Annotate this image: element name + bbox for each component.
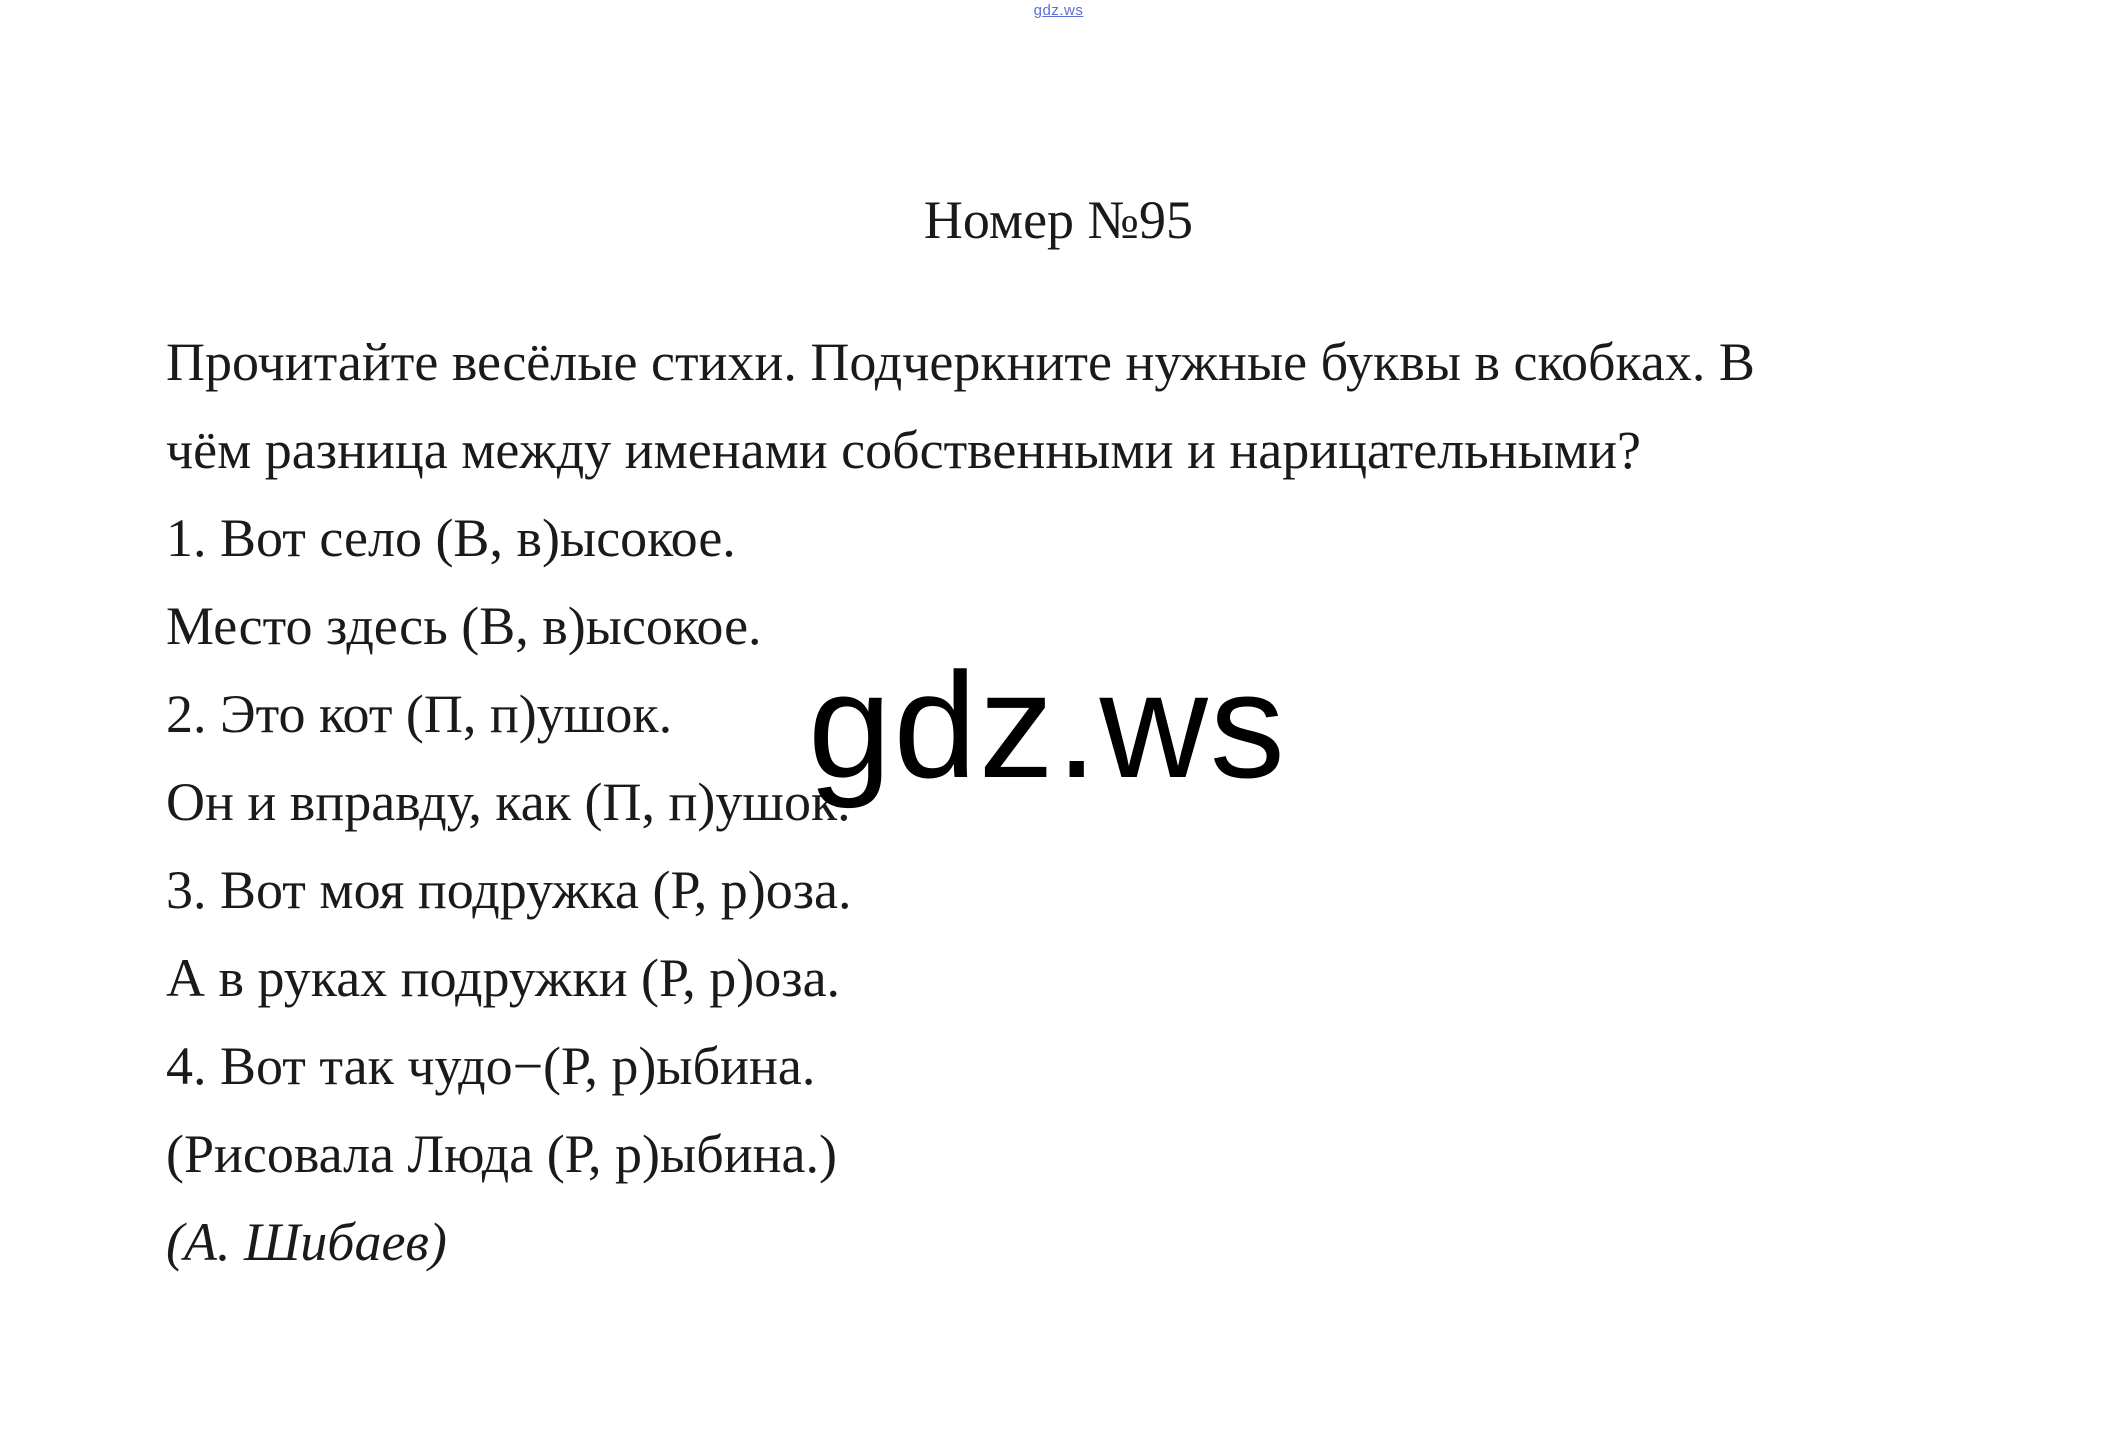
poem-line-3: 2. Это кот (П, п)ушок.: [166, 684, 673, 744]
task-text-line-2: чём разница между именами собственными и нарицательными?: [166, 420, 1641, 480]
poem-line-6: А в руках подружки (Р, р)оза.: [166, 948, 841, 1008]
poem-line-1: 1. Вот село (В, в)ысокое.: [166, 508, 736, 568]
task-text-line-1: Прочитайте весёлые стихи. Подчеркните нужные буквы в скобках. В: [166, 332, 1755, 392]
poem-line-7: 4. Вот так чудо−(Р, р)ыбина.: [166, 1036, 816, 1096]
watermark: gdz.ws: [808, 641, 1287, 809]
poem-author: (А. Шибаев): [166, 1212, 447, 1272]
page-title: Номер №95: [923, 190, 1194, 250]
poem-line-4: Он и вправду, как (П, п)ушок.: [166, 772, 851, 832]
poem-line-8: (Рисовала Люда (Р, р)ыбина.): [166, 1124, 837, 1184]
site-mark: gdz.ws: [1033, 2, 1084, 19]
poem-line-5: 3. Вот моя подружка (Р, р)оза.: [166, 860, 852, 920]
poem-line-2: Место здесь (В, в)ысокое.: [166, 596, 762, 656]
